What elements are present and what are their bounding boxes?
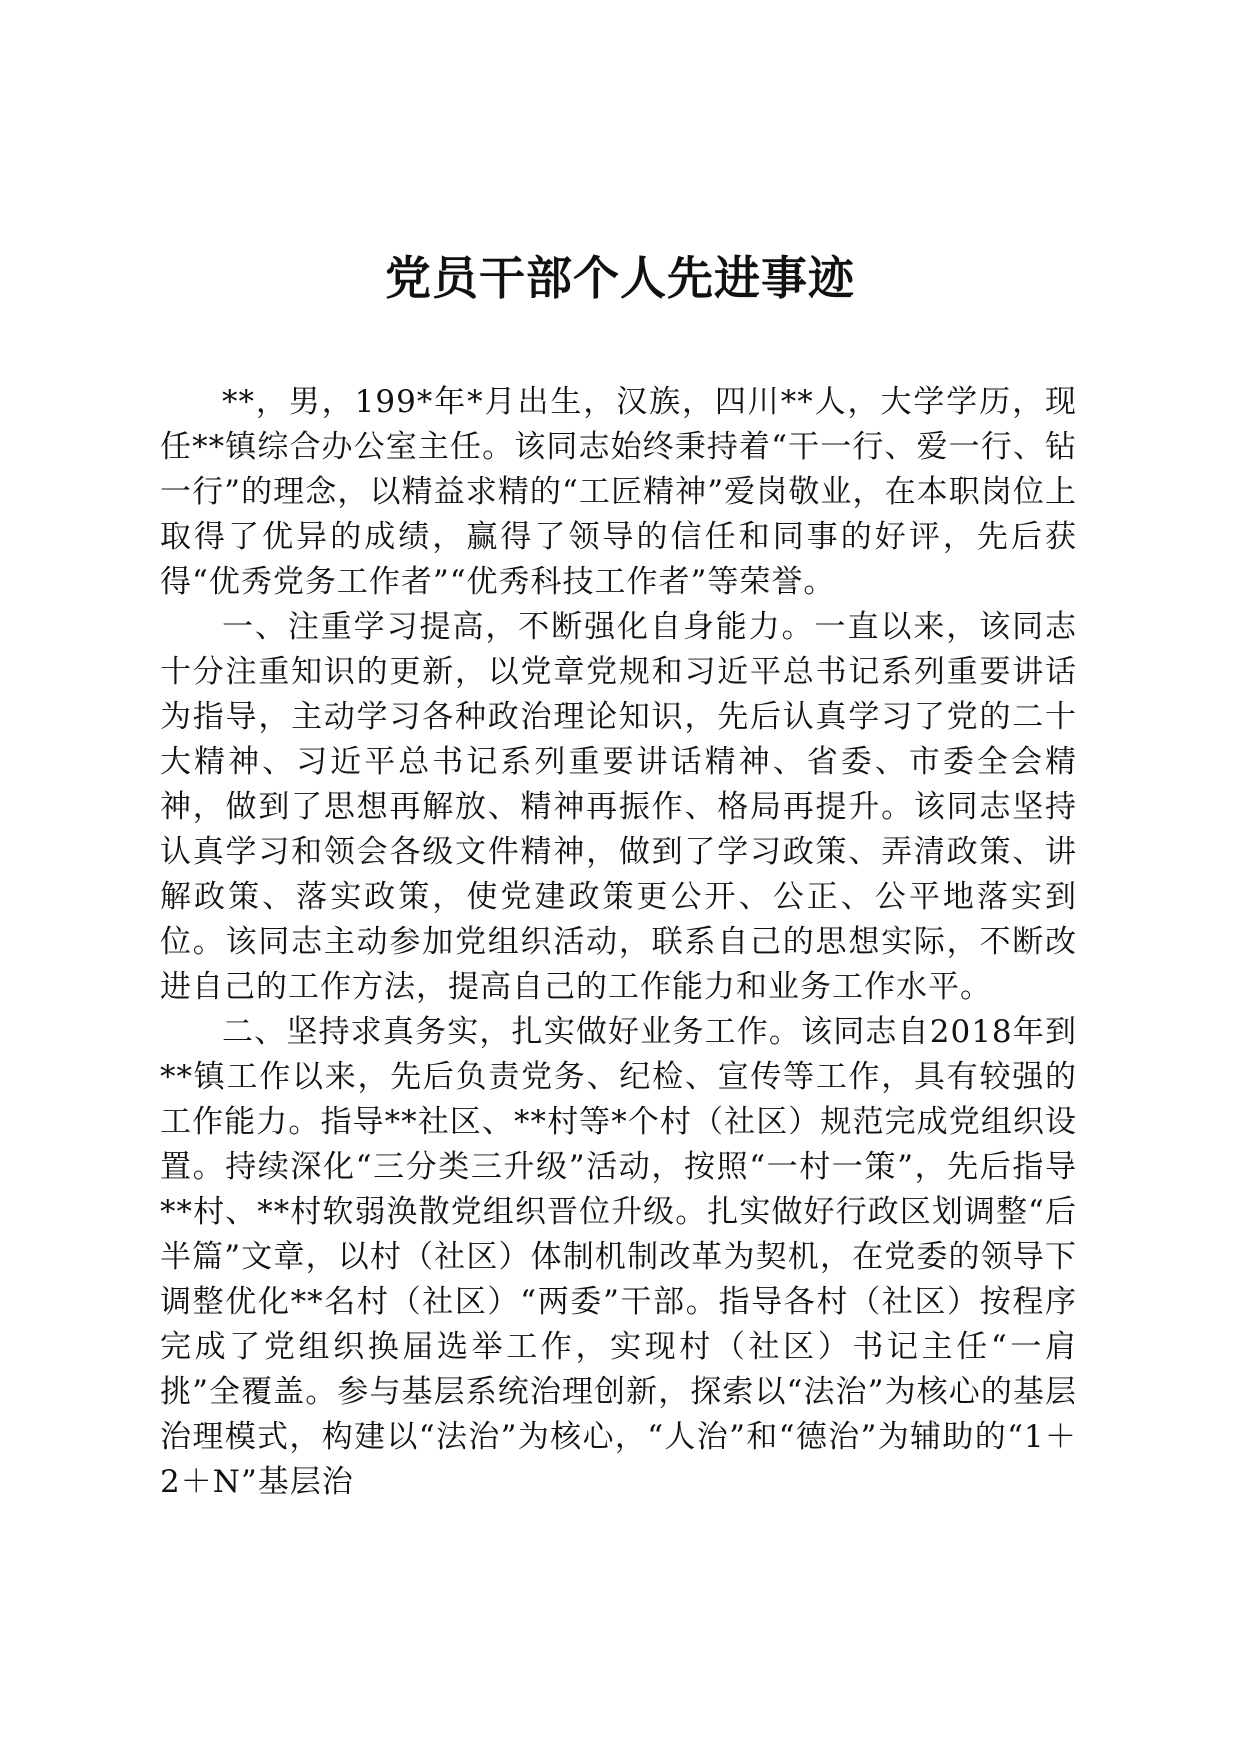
document-body [160, 380, 1077, 1505]
paragraph-section-2: 二、坚持求真务实，扎实做好业务工作。该同志自2018年到**镇工作以来，先后负责党务、纪检、宣传等工作，具有较强的工作能力。指导**社区、**村等*个村（社区）规范完成党组织设置。持续深化“三分类三升级”活动，按照“一村一策”，先后指导**村、**村软弱涣散党组织晋位升级。扎实做好行政区划调整“后半篇”文章，以村（社区）体制机制改革为契机，在党委的领导下调整优化**名村（社区）“两委”干部。指导各村（社区）按程序完成了党组织换届选举工作，实现村（社区）书记主任“一肩挑”全覆盖。参与基层系统治理创新，探索以“法治”为核心的基层治理模式，构建以“法治”为核心，“人治”和“德治”为辅助的“1＋2＋N”基层治 [160, 1014, 1077, 1500]
document-title: 党员干部个人先进事迹 [385, 251, 855, 305]
paragraph-section-1: 一、注重学习提高，不断强化自身能力。一直以来，该同志十分注重知识的更新，以党章党规和习近平总书记系列重要讲话为指导，主动学习各种政治理论知识，先后认真学习了党的二十大精神、习近平总书记系列重要讲话精神、省委、市委全会精神，做到了思想再解放、精神再振作、格局再提升。该同志坚持认真学习和领会各级文件精神，做到了学习政策、弄清政策、讲解政策、落实政策，使党建政策更公开、公正、公平地落实到位。该同志主动参加党组织活动，联系自己的思想实际，不断改进自己的工作方法，提高自己的工作能力和业务工作水平。 [160, 609, 1077, 1005]
paragraph-intro: **，男，199*年*月出生，汉族，四川**人，大学学历，现任**镇综合办公室主任。该同志始终秉持着“干一行、爱一行、钻一行”的理念，以精益求精的“工匠精神”爱岗敬业，在本职岗位上取得了优异的成绩，赢得了领导的信任和同事的好评，先后获得“优秀党务工作者”“优秀科技工作者”等荣誉。 [160, 384, 1077, 600]
